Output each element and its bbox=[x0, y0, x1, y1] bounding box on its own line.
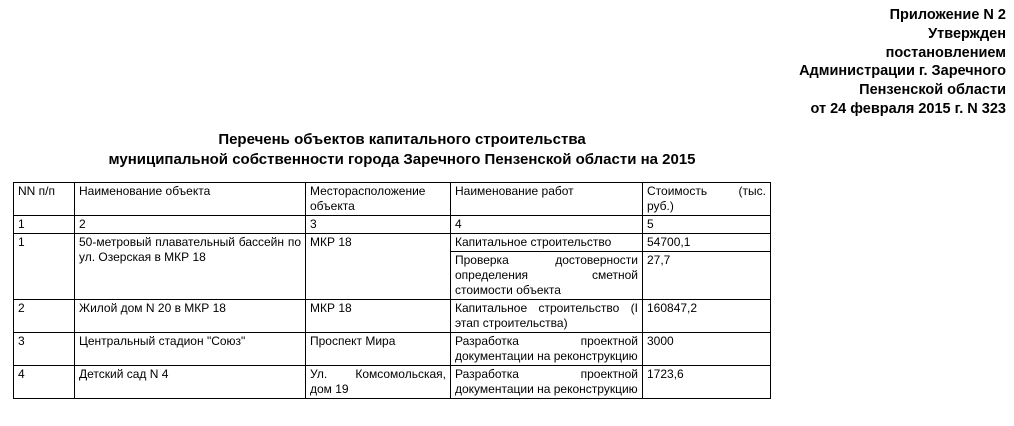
table-row bbox=[14, 234, 771, 252]
column-number: 3 bbox=[306, 216, 451, 234]
table-row bbox=[14, 300, 771, 333]
column-number: 2 bbox=[75, 216, 306, 234]
object-location: МКР 18 bbox=[306, 300, 451, 333]
object-name: Центральный стадион "Союз" bbox=[75, 333, 306, 366]
object-location: МКР 18 bbox=[306, 234, 451, 300]
table-row bbox=[14, 366, 771, 399]
objects-table bbox=[13, 182, 771, 399]
work-name: Разработка проектной документации на реконструкцию bbox=[451, 333, 643, 366]
object-name: Жилой дом N 20 в МКР 18 bbox=[75, 300, 306, 333]
table-header-row bbox=[14, 183, 771, 216]
object-name: 50-метровый плавательный бассейн по ул. Озерская в МКР 18 bbox=[75, 234, 306, 300]
header-cell: Наименование работ bbox=[451, 183, 643, 216]
table-row bbox=[14, 333, 771, 366]
header-cell: Стоимость (тыс. руб.) bbox=[643, 183, 771, 216]
object-name: Детский сад N 4 bbox=[75, 366, 306, 399]
row-number: 3 bbox=[14, 333, 75, 366]
column-number: 1 bbox=[14, 216, 75, 234]
work-cost: 3000 bbox=[643, 333, 771, 366]
header-cell: Месторасположение объекта bbox=[306, 183, 451, 216]
work-cost: 54700,1 bbox=[643, 234, 771, 252]
work-cost: 27,7 bbox=[643, 252, 771, 300]
title-line-2: муниципальной собственности города Заречного Пензенской области на 2015 bbox=[108, 150, 696, 168]
header-line: Пензенской области bbox=[859, 82, 1006, 99]
header-line: постановлением bbox=[885, 44, 1006, 61]
header-line: Утвержден bbox=[928, 25, 1006, 42]
object-location: Ул. Комсомольская, дом 19 bbox=[306, 366, 451, 399]
header-line: Администрации г. Заречного bbox=[799, 63, 1006, 80]
document-title bbox=[0, 130, 804, 169]
row-number: 4 bbox=[14, 366, 75, 399]
work-cost: 160847,2 bbox=[643, 300, 771, 333]
header-line: Приложение N 2 bbox=[889, 7, 1006, 23]
work-name: Капитальное строительство bbox=[451, 234, 643, 252]
row-number: 2 bbox=[14, 300, 75, 333]
work-name: Разработка проектной документации на реконструкцию bbox=[451, 366, 643, 399]
column-number: 4 bbox=[451, 216, 643, 234]
work-name: Капитальное строительство (I этап строительства) bbox=[451, 300, 643, 333]
header-cell: NN п/п bbox=[14, 183, 75, 216]
title-line-1: Перечень объектов капитального строительства bbox=[218, 131, 586, 148]
work-cost: 1723,6 bbox=[643, 366, 771, 399]
approval-header bbox=[799, 6, 1006, 119]
header-cell: Наименование объекта bbox=[75, 183, 306, 216]
work-name: Проверка достоверности определения сметной стоимости объекта bbox=[451, 252, 643, 300]
column-number: 5 bbox=[643, 216, 771, 234]
header-line: от 24 февраля 2015 г. N 323 bbox=[810, 100, 1006, 117]
object-location: Проспект Мира bbox=[306, 333, 451, 366]
row-number: 1 bbox=[14, 234, 75, 300]
column-number-row bbox=[14, 216, 771, 234]
